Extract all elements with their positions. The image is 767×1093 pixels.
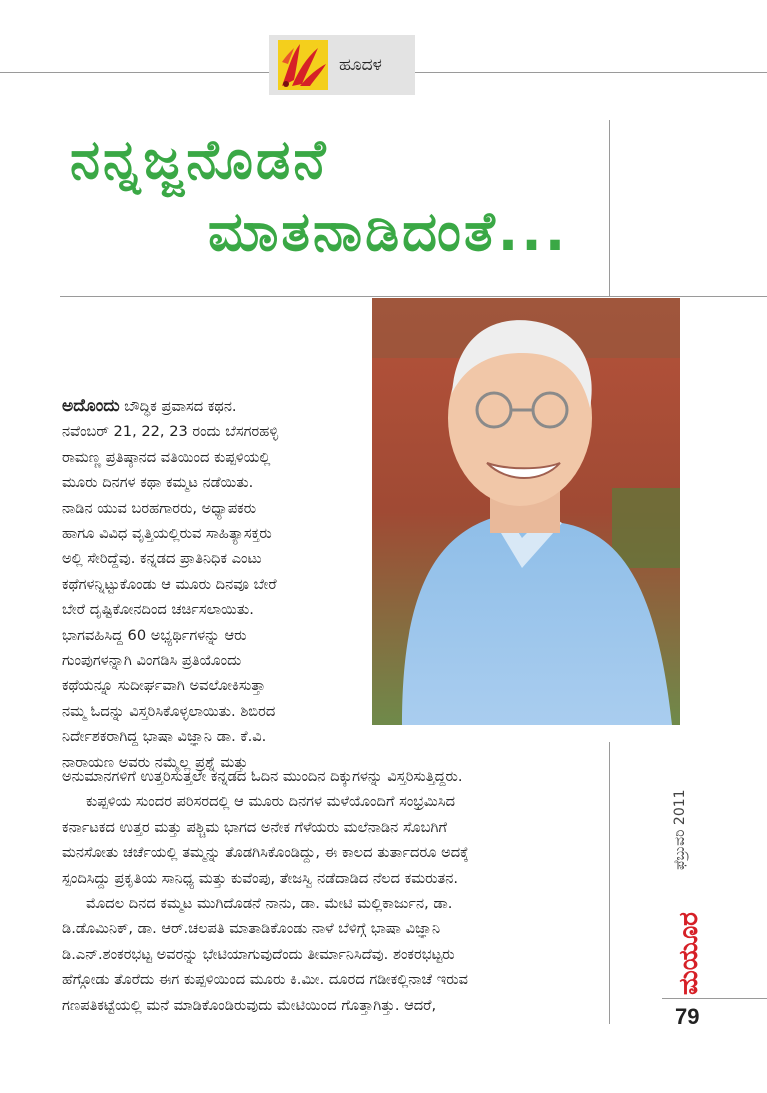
article-line: ಕರ್ನಾಟಕದ ಉತ್ತರ ಮತ್ತು ಪಶ್ಚಿಮ ಭಾಗದ ಅನೇಕ ಗೆಳೆಯರು ಮಲೆನಾಡಿನ ಸೊಬಗಿಗೆ bbox=[62, 818, 447, 836]
article-line: ಕುಪ್ಪಳಿಯ ಸುಂದರ ಪರಿಸರದಲ್ಲಿ ಆ ಮೂರು ದಿನಗಳ ಮಳೆಯೊಂದಿಗೆ ಸಂಭ್ರಮಿಸಿದ bbox=[86, 793, 456, 811]
article-line: ಗಣಪತಿಕಟ್ಟೆಯಲ್ಲಿ ಮನೆ ಮಾಡಿಕೊಂಡಿರುವುದು ಮೇಟಿಯಿಂದ ಗೊತ್ತಾಗಿತ್ತು. ಆದರೆ, bbox=[62, 996, 437, 1014]
article-line: ಕಥೆಯನ್ನೂ ಸುದೀರ್ಘವಾಗಿ ಅವಲೋಕಿಸುತ್ತಾ bbox=[62, 677, 266, 695]
article-line: ಮೂರು ದಿನಗಳ ಕಥಾ ಕಮ್ಮಟ ನಡೆಯಿತು. bbox=[62, 474, 254, 492]
lead-word: ಅದೊಂದು bbox=[62, 396, 120, 416]
section-label: ಹೂದಳ bbox=[339, 55, 382, 75]
magazine-name: ಮಯೂರ bbox=[674, 912, 704, 995]
article-line: ನಮ್ಮ ಓದನ್ನು ವಿಸ್ತರಿಸಿಕೊಳ್ಳಲಾಯಿತು. ಶಿಬಿರದ bbox=[62, 702, 276, 720]
article-line: ಅದೊಂದು ಬೌದ್ಧಿಕ ಪ್ರವಾಸದ ಕಥನ. bbox=[62, 396, 237, 416]
headline-bottom-rule bbox=[60, 296, 767, 297]
article-column bbox=[62, 394, 367, 775]
headline-line-2: ಮಾತನಾಡಿದಂತೆ... bbox=[208, 200, 569, 263]
article-line: ರಾಮಣ್ಣ ಪ್ರತಿಷ್ಠಾನದ ವತಿಯಿಂದ ಕುಪ್ಪಳಿಯಲ್ಲಿ bbox=[62, 448, 271, 466]
article-line: ಭಾಗವಹಿಸಿದ್ದ 60 ಅಭ್ಯರ್ಥಿಗಳನ್ನು ಆರು bbox=[62, 626, 247, 644]
article-line: ನಾಡಿನ ಯುವ ಬರಹಗಾರರು, ಅಧ್ಯಾಪಕರು bbox=[62, 499, 257, 517]
headline-line-1: ನನ್ನಜ್ಜನೊಡನೆ bbox=[70, 128, 329, 191]
article-line: ಗುಂಪುಗಳನ್ನಾಗಿ ವಿಂಗಡಿಸಿ ಪ್ರತಿಯೊಂದು bbox=[62, 652, 242, 670]
section-header bbox=[269, 35, 415, 95]
footer-rule bbox=[662, 998, 767, 999]
top-rule-left bbox=[0, 72, 269, 73]
article-line: ಹೆಗ್ಗೋಡು ತೊರೆದು ಈಗ ಕುಪ್ಪಳಿಯಿಂದ ಮೂರು ಕಿ.ಮೀ. ದೂರದ ಗಡೀಕಲ್ಲಿನಾಚೆ ಇರುವ bbox=[62, 971, 468, 989]
article-line: ಸ್ಪಂದಿಸಿದ್ದು ಪ್ರಕೃತಿಯ ಸಾನಿಧ್ಯ ಮತ್ತು ಕುವೆಂಪು, ತೇಜಸ್ವಿ ನಡೆದಾಡಿದ ನೆಲದ ಕಮರುತನ. bbox=[62, 869, 458, 887]
page-number: 79 bbox=[675, 1004, 700, 1029]
article-line: ನವೆಂಬರ್ 21, 22, 23 ರಂದು ಬೆಸಗರಹಳ್ಳಿ bbox=[62, 423, 279, 441]
article-line: ಕಥೆಗಳನ್ನಿಟ್ಟುಕೊಂಡು ಆ ಮೂರು ದಿನವೂ ಬೇರೆ bbox=[62, 575, 277, 593]
flower-logo-icon bbox=[278, 40, 328, 90]
top-rule-right bbox=[415, 72, 767, 73]
article-full-width bbox=[62, 764, 610, 1018]
article-line: ಬೇರೆ ದೃಷ್ಟಿಕೋನದಿಂದ ಚರ್ಚಿಸಲಾಯಿತು. bbox=[62, 601, 254, 619]
article-line: ಡಿ.ಡೊಮಿನಿಕ್, ಡಾ. ಆರ್.ಚಲಪತಿ ಮಾತಾಡಿಕೊಂಡು ನಾಳೆ ಬೆಳಿಗ್ಗೆ ಭಾಷಾ ವಿಜ್ಞಾನಿ bbox=[62, 920, 441, 938]
article-line: ಅಲ್ಲಿ ಸೇರಿದ್ದೆವು. ಕನ್ನಡದ ಪ್ರಾತಿನಿಧಿಕ ಎಂಟು bbox=[62, 550, 262, 568]
article-line: ಡಿ.ಎನ್.ಶಂಕರಭಟ್ಟ ಅವರನ್ನು ಭೇಟಿಯಾಗುವುದೆಂದು ತೀರ್ಮಾನಿಸಿದೆವು. ಶಂಕರಭಟ್ಟರು bbox=[62, 945, 455, 963]
article-line: ನಾರಾಯಣ ಅವರು ನಮ್ಮೆಲ್ಲ ಪ್ರಶ್ನೆ ಮತ್ತು bbox=[62, 753, 248, 771]
article-line: ಹಾಗೂ ವಿವಿಧ ವೃತ್ತಿಯಲ್ಲಿರುವ ಸಾಹಿತ್ಯಾಸಕ್ತರು bbox=[62, 525, 272, 543]
issue-date: ಫೆಬ್ರುವರಿ 2011 bbox=[672, 789, 688, 870]
article-line: ಮೊದಲ ದಿನದ ಕಮ್ಮಟ ಮುಗಿದೊಡನೆ ನಾನು, ಡಾ. ಮೇಟಿ ಮಲ್ಲಿಕಾರ್ಜುನ, ಡಾ. bbox=[86, 895, 453, 913]
headline-divider bbox=[609, 120, 610, 296]
author-photo bbox=[372, 298, 680, 725]
article-line: ಅನುಮಾನಗಳಿಗೆ ಉತ್ತರಿಸುತ್ತಲೇ ಕನ್ನಡದ ಓದಿನ ಮುಂದಿನ ದಿಕ್ಕುಗಳನ್ನು ವಿಸ್ತರಿಸುತ್ತಿದ್ದರು. bbox=[62, 768, 463, 785]
article-line: ನಿರ್ದೇಶಕರಾಗಿದ್ದ ಭಾಷಾ ವಿಜ್ಞಾನಿ ಡಾ. ಕೆ.ವಿ. bbox=[62, 728, 267, 746]
article-line: ಮನಸೋತು ಚರ್ಚೆಯಲ್ಲಿ ತಮ್ಮನ್ನು ತೊಡಗಿಸಿಕೊಂಡಿದ್ದು, ಈ ಕಾಲದ ತುರ್ತಾದರೂ ಅದಕ್ಕೆ bbox=[62, 844, 469, 862]
